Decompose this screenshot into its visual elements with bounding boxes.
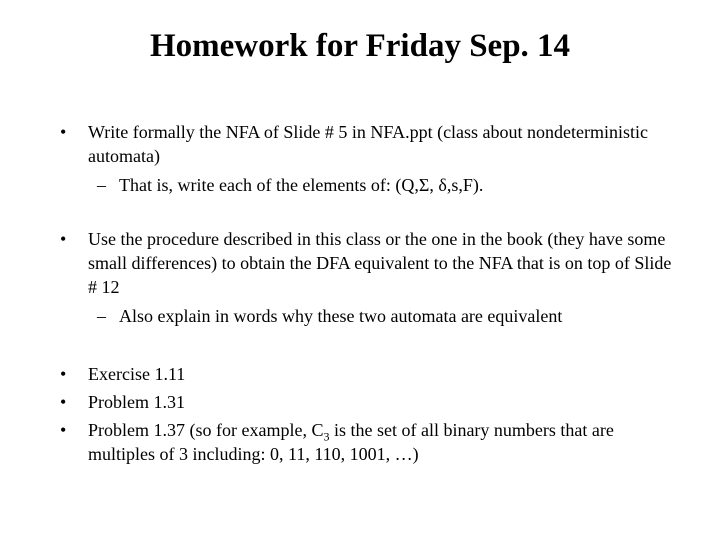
list-item [60, 227, 680, 299]
list-item-text: Exercise 1.11 [88, 364, 186, 384]
list-item [60, 418, 680, 466]
bullet-icon: • [60, 392, 67, 412]
bullet-icon: • [60, 364, 67, 384]
list-item-text [88, 418, 680, 466]
sub-item [97, 304, 697, 328]
list-item [60, 390, 680, 414]
subscript: 3 [323, 429, 330, 444]
bullet-icon: • [60, 420, 67, 440]
list-item-text: Problem 1.31 [88, 392, 185, 412]
text-after: is the set of all binary numbers that are multiples of 3 including: 0, 11, 110, 1001, …) [88, 420, 614, 464]
list-item [60, 120, 680, 168]
list-item-text: Write formally the NFA of Slide # 5 in NFA.ppt (class about nondeterministic automata) [88, 122, 649, 166]
list-item [60, 362, 680, 386]
bullet-icon: • [60, 229, 67, 249]
sub-item [97, 173, 697, 197]
sub-item-text: That is, write each of the elements of: (Q,Σ, δ,s,F). [119, 175, 484, 195]
dash-icon: – [97, 306, 106, 326]
list-item-text: Use the procedure described in this class or the one in the book (they have some small differences) to obtain the DFA equivalent to the NFA that is on top of Slide # 12 [88, 229, 672, 297]
bullet-icon: • [60, 122, 67, 142]
dash-icon: – [97, 175, 106, 195]
page-title: Homework for Friday Sep. 14 [149, 28, 571, 64]
sub-item-text: Also explain in words why these two automata are equivalent [119, 306, 563, 326]
text-before: Problem 1.37 (so for example, C [88, 420, 324, 440]
